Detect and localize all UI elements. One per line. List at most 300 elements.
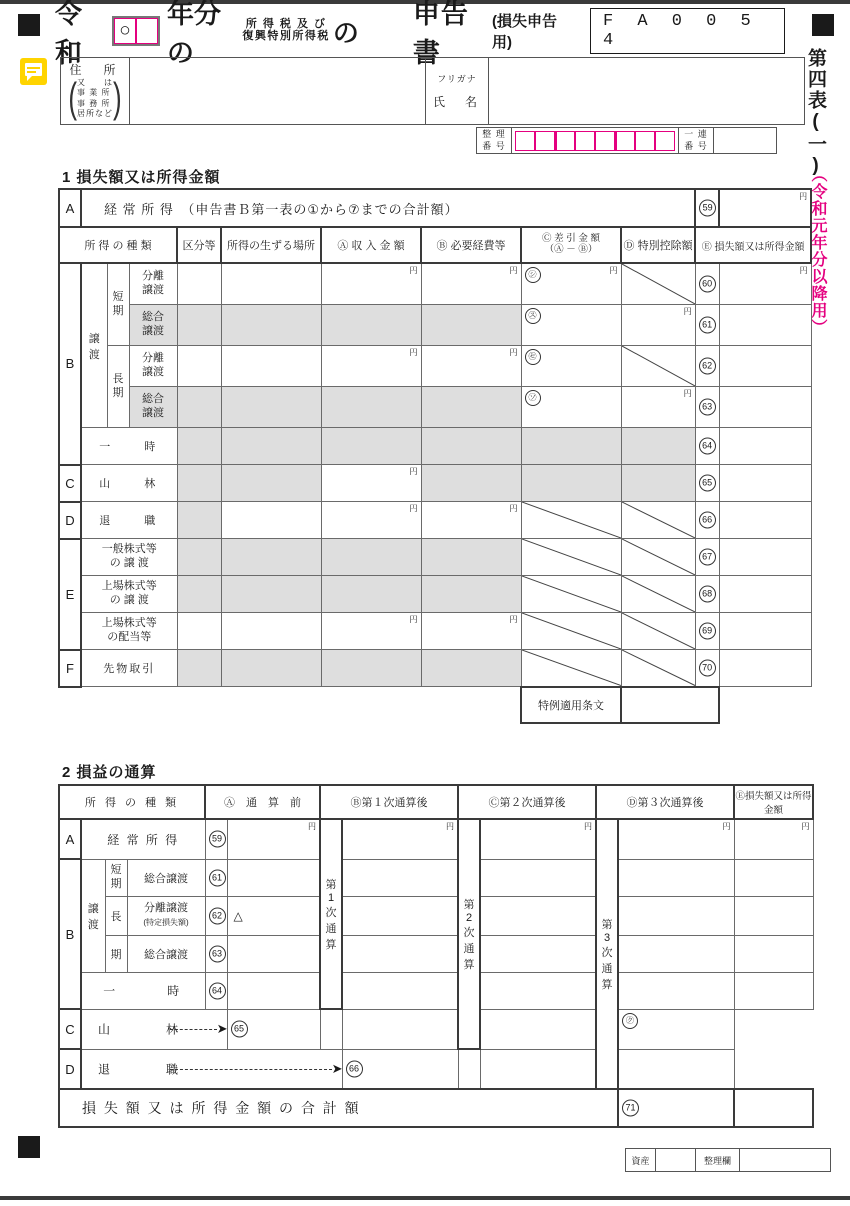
footer-asset-value[interactable] (656, 1149, 696, 1171)
cell-place-3[interactable] (221, 387, 321, 428)
diagonal-strike-6b (622, 502, 695, 538)
cell-kubun-9[interactable] (177, 613, 221, 650)
diagonal-strike-9b (622, 613, 695, 649)
table-row (59, 305, 811, 346)
form-title: 申告書 (412, 0, 469, 68)
cell-place-9[interactable] (221, 613, 321, 650)
diagonal-strike-8b (622, 576, 695, 612)
cell-diff-10 (521, 650, 621, 687)
num-cell-3 (695, 387, 719, 428)
cell-income-9[interactable] (321, 613, 421, 650)
s2-col-hdr-kind: 所 得 の 種 類 (59, 785, 205, 819)
diagonal-strike-7b (622, 539, 695, 575)
cell-deduct-10 (621, 650, 695, 687)
s2-col-hdr-a: Ⓐ 通 算 前 (205, 785, 320, 819)
paren-right: ) (113, 73, 122, 122)
tax-type-line-2: 復興特別所得税 (242, 30, 330, 42)
diagonal-strike-8 (522, 576, 621, 612)
cell-place-1[interactable] (221, 305, 321, 346)
row-a-label: 経 常 所 得 （申告書Ｂ第一表の①から⑦までの合計額） (81, 189, 695, 227)
s2-vlabel-d-1: 3 (603, 932, 611, 944)
cell-expense-7 (421, 539, 521, 576)
table-row (59, 1049, 813, 1089)
s2-chouki: 長 (105, 896, 127, 935)
s2-d-value-4[interactable] (618, 972, 734, 1009)
s2-row-4-label: 一 時 (81, 972, 205, 1009)
form-table-label: 第四表(一) (805, 48, 826, 178)
cell-kubun-8[interactable] (177, 576, 221, 613)
col-hdr-diff (521, 227, 621, 263)
year-digit-2[interactable] (136, 18, 158, 44)
table-row (59, 819, 813, 859)
yen-d-3: 円 (683, 389, 692, 398)
cell-loss-5[interactable] (719, 465, 811, 502)
s2-e-mark-c: ㋗ (622, 1013, 638, 1029)
seiri-label-line-2: 番 号 (482, 140, 506, 151)
num-cell-0 (695, 263, 719, 305)
name-label-text: 氏 名 (432, 94, 481, 109)
note-line-2 (27, 71, 36, 73)
row-num-1: 61 (699, 317, 716, 334)
cell-income-4 (321, 428, 421, 465)
s2-num-6-circle: 66 (346, 1060, 363, 1077)
table-row (59, 650, 811, 687)
s2-d-value-6[interactable] (480, 1049, 596, 1089)
footer-seiri-value[interactable] (740, 1149, 830, 1171)
s2-d-value-5[interactable] (480, 1009, 596, 1049)
address-paren-line-3: 居所など (77, 108, 113, 118)
yen-d-1: 円 (683, 307, 692, 316)
table-row (59, 502, 811, 539)
joto-char-1: 譲 (88, 332, 100, 345)
num-cell-6 (695, 502, 719, 539)
note-line-1 (27, 67, 40, 69)
s2-col-hdr-b: Ⓑ第１次通算後 (320, 785, 458, 819)
cell-diff-7 (521, 539, 621, 576)
joto-char-2: 渡 (88, 348, 100, 361)
register-mark-top-left (18, 14, 40, 36)
col-hdr-diff-line1: Ⓒ 差 引 金 額 (541, 233, 601, 245)
table-row (59, 346, 811, 387)
s2-b-value-0[interactable] (342, 819, 458, 859)
nenbun-label: 年分の (167, 0, 222, 68)
cell-expense-1 (421, 305, 521, 346)
s2-c-value-3[interactable] (480, 935, 596, 972)
row-group-f: F (59, 650, 81, 687)
s2-num-5-circle: 65 (231, 1021, 248, 1038)
num-cell-10 (695, 650, 719, 687)
s2-joto-label (81, 859, 105, 972)
s2-row-5-label-text: 山 林 (98, 1022, 184, 1037)
seiri-cell-6[interactable] (615, 131, 635, 151)
paren-left: ( (68, 73, 77, 122)
s2-total-num-circle: 71 (622, 1100, 639, 1117)
s2-b-value-5[interactable] (320, 1009, 342, 1049)
table-row (59, 576, 811, 613)
yen-a-2: 円 (409, 348, 418, 357)
s2-c-value-2[interactable] (480, 896, 596, 935)
seiri-cell-8[interactable] (655, 131, 675, 151)
cell-expense-8 (421, 576, 521, 613)
year-input-boxes[interactable] (112, 16, 160, 46)
comment-note-icon[interactable] (20, 58, 47, 85)
num-cell-4 (695, 428, 719, 465)
s2-vlabel-c-0: 第 (463, 899, 475, 911)
s2-row-c-code: C (59, 1009, 81, 1049)
s2-vlabel-b-2: 次 (325, 907, 337, 919)
s2-vlabel-b-1: 1 (327, 892, 335, 904)
tokurei-row (59, 687, 811, 723)
s2-total-num (618, 1089, 734, 1127)
s2-vlabel-c-4: 算 (463, 959, 475, 971)
cell-place-0[interactable] (221, 263, 321, 305)
s2-vlabel-d-0: 第 (601, 919, 613, 931)
s2-tanki: 短 期 (105, 859, 127, 896)
s2-joto-char-1: 譲 (87, 902, 99, 915)
s2-dashed-arrow-d (170, 1069, 332, 1070)
yen-c-0: 円 (609, 266, 618, 275)
cell-kubun-3[interactable] (177, 387, 221, 428)
row-chouki: 長 期 (107, 346, 129, 428)
section1-column-headers (59, 227, 811, 263)
s2-d-value-0[interactable] (618, 819, 734, 859)
s2-yen-c-0: 円 (584, 822, 593, 831)
s2-yen-b-0: 円 (446, 822, 455, 831)
s2-arrowhead-d: ➤ (331, 1060, 343, 1076)
yen-b-6: 円 (509, 504, 518, 513)
cell-kubun-2[interactable] (177, 346, 221, 387)
cell-diff-0[interactable] (521, 263, 621, 305)
diagonal-strike-10 (522, 650, 621, 686)
col-hdr-diff-line2: （Ⓐ － Ⓑ） (544, 244, 598, 255)
cell-place-7[interactable] (221, 539, 321, 576)
cell-loss-10[interactable] (719, 650, 811, 687)
cell-diff-9 (521, 613, 621, 650)
table-row (59, 859, 813, 896)
cell-expense-5 (421, 465, 521, 502)
s2-row-1-label: 総合譲渡 (127, 859, 205, 896)
seiri-cell-4[interactable] (575, 131, 595, 151)
row-group-b: B (59, 263, 81, 465)
s2-c-value-0[interactable] (480, 819, 596, 859)
cell-deduct-0 (621, 263, 695, 305)
s2-e-value-0[interactable] (734, 819, 813, 859)
footer-seiri-label: 整理欄 (696, 1149, 740, 1171)
s2-c-value-1[interactable] (480, 859, 596, 896)
s2-e-value-2[interactable] (734, 896, 813, 935)
table-row (59, 263, 811, 305)
cell-place-8[interactable] (221, 576, 321, 613)
cell-kubun-5[interactable] (177, 465, 221, 502)
cell-kubun-7[interactable] (177, 539, 221, 576)
bottom-band (0, 1196, 850, 1200)
footer-boxes (625, 1148, 831, 1172)
cell-loss-0[interactable] (719, 263, 811, 305)
s2-vlabel-b-0: 第 (325, 879, 337, 891)
s2-joto-char-2: 渡 (87, 918, 99, 931)
row-tanki: 短 期 (107, 263, 129, 346)
row-a-value[interactable] (719, 189, 811, 227)
diagonal-strike-10b (622, 650, 695, 686)
s2-num-a (205, 819, 227, 859)
s2-row-6-label-text: 退 職 (98, 1062, 184, 1077)
s2-row-3-label: 総合譲渡 (127, 935, 205, 972)
cell-loss-3[interactable] (719, 387, 811, 428)
yen-b-0: 円 (509, 266, 518, 275)
mark-c-0: ㋛ (525, 267, 541, 283)
row-kind-6: 退 職 (81, 502, 177, 539)
cell-expense-9[interactable] (421, 613, 521, 650)
row-kind-2: 分離 譲渡 (129, 346, 177, 387)
seiri-label-line-1: 整 理 (482, 129, 506, 140)
s2-ki: 期 (105, 935, 127, 972)
row-num-4: 64 (699, 438, 716, 455)
section1-row-a (59, 189, 811, 227)
cell-income-6[interactable] (321, 502, 421, 539)
s2-row-a-code: A (59, 819, 81, 859)
form-code: F A 0 0 5 4 (590, 8, 785, 54)
cell-loss-6[interactable] (719, 502, 811, 539)
s2-row-2-label-main: 分離譲渡 (144, 902, 189, 915)
s2-d-value-3[interactable] (618, 935, 734, 972)
row-group-e: E (59, 539, 81, 650)
num-cell-1 (695, 305, 719, 346)
col-hdr-deduction: Ⓓ 特別控除額 (621, 227, 695, 263)
table-row (59, 972, 813, 1009)
s2-col-hdr-e: Ⓔ損失額又は所得金額 (734, 785, 813, 819)
diagonal-strike-7 (522, 539, 621, 575)
mark-c-3: ㋞ (525, 390, 541, 406)
cell-kubun-10[interactable] (177, 650, 221, 687)
s2-row-group-b: B (59, 859, 81, 1009)
col-hdr-diff-text (542, 234, 600, 256)
era-label: 令和 (55, 0, 83, 68)
s2-yen-a-0: 円 (308, 822, 317, 831)
col-hdr-income: Ⓐ 収 入 金 額 (321, 227, 421, 263)
seiri-cell-5[interactable] (595, 131, 615, 151)
diagonal-strike-6 (522, 502, 621, 538)
cell-income-8 (321, 576, 421, 613)
address-paren-line-2: 事 務 所 (77, 98, 111, 108)
section2-column-headers (59, 785, 813, 819)
cell-deduct-7 (621, 539, 695, 576)
cell-place-2[interactable] (221, 346, 321, 387)
row-kind-4: 一 時 (81, 428, 177, 465)
s2-vlabel-d-3: 通 (601, 963, 613, 975)
s2-vlabel-d-4: 算 (601, 979, 613, 991)
serial-input[interactable] (714, 128, 776, 153)
cell-loss-7[interactable] (719, 539, 811, 576)
cell-income-2[interactable] (321, 346, 421, 387)
form-header (55, 0, 785, 68)
s2-e-value-4[interactable] (734, 972, 813, 1009)
s2-row-d-code: D (59, 1049, 81, 1089)
s2-a-value-2[interactable]: △ (227, 896, 320, 935)
s2-total-value[interactable] (734, 1089, 813, 1127)
s2-num-2 (205, 896, 227, 935)
s2-num-2-circle: 62 (209, 907, 226, 924)
cell-deduct-8 (621, 576, 695, 613)
tokurei-label: 特例適用条文 (521, 687, 621, 723)
cell-diff-4 (521, 428, 621, 465)
s2-e-value-5[interactable] (618, 1009, 734, 1049)
cell-deduct-9 (621, 613, 695, 650)
s2-num-6 (342, 1049, 458, 1089)
cell-place-4[interactable] (221, 428, 321, 465)
row-kind-1: 総合 譲渡 (129, 305, 177, 346)
table-row (59, 539, 811, 576)
row-num-6: 66 (699, 512, 716, 529)
s2-b-value-1[interactable] (342, 859, 458, 896)
cell-expense-0[interactable] (421, 263, 521, 305)
row-num-0: 60 (699, 276, 716, 293)
cell-place-6[interactable] (221, 502, 321, 539)
seiri-cell-1[interactable] (515, 131, 535, 151)
cell-diff-6 (521, 502, 621, 539)
section1-title: 1 損失額又は所得金額 (62, 169, 221, 186)
s2-b-value-3[interactable] (342, 935, 458, 972)
form-era-note: （令和元年分以降用） (809, 166, 826, 336)
cell-place-5[interactable] (221, 465, 321, 502)
register-mark-top-right (812, 14, 834, 36)
row-group-c: C (59, 465, 81, 502)
s2-row-a-label: 経 常 所 得 (81, 819, 205, 859)
cell-deduct-3[interactable] (621, 387, 695, 428)
s2-e-value-6[interactable] (618, 1049, 734, 1089)
diagonal-strike-0 (622, 264, 695, 304)
cell-kubun-0[interactable] (177, 263, 221, 305)
cell-diff-1[interactable] (521, 305, 621, 346)
seiri-bangou-block (476, 127, 777, 154)
row-num-5: 65 (699, 475, 716, 492)
s2-d-value-2[interactable] (618, 896, 734, 935)
row-num-7: 67 (699, 549, 716, 566)
yen-a-0: 円 (409, 266, 418, 275)
serial-label (678, 128, 714, 153)
s2-e-value-1[interactable] (734, 859, 813, 896)
num-cell-2 (695, 346, 719, 387)
cell-kubun-4[interactable] (177, 428, 221, 465)
row-kind-10: 先物取引 (81, 650, 177, 687)
cell-loss-4[interactable] (719, 428, 811, 465)
address-paren-line-0: 又 は (77, 77, 113, 87)
col-hdr-loss: Ⓔ 損失額又は所得金額 (695, 227, 811, 263)
s2-yen-e-0: 円 (801, 822, 810, 831)
cell-expense-2[interactable] (421, 346, 521, 387)
cell-deduct-5 (621, 465, 695, 502)
yen-a-9: 円 (409, 615, 418, 624)
table-row (59, 1009, 813, 1049)
s2-row-5-label (81, 1009, 227, 1049)
s2-vlabel-b (320, 819, 342, 1009)
s2-b-value-4[interactable] (342, 972, 458, 1009)
row-group-joto (81, 263, 107, 428)
cell-loss-9[interactable] (719, 613, 811, 650)
col-hdr-kubun: 区分等 (177, 227, 221, 263)
s2-c-value-6[interactable] (458, 1049, 480, 1089)
cell-expense-6[interactable] (421, 502, 521, 539)
num-cell-7 (695, 539, 719, 576)
form-subtitle: (損失申告用) (491, 13, 557, 51)
s2-row-2-label (127, 896, 205, 935)
name-input[interactable] (489, 58, 804, 124)
cell-loss-8[interactable] (719, 576, 811, 613)
cell-income-5[interactable] (321, 465, 421, 502)
seiri-cell-3[interactable] (555, 131, 575, 151)
s2-a-value-1[interactable] (227, 859, 320, 896)
year-digit-1[interactable]: ○ (114, 18, 136, 44)
mark-c-1: ㋜ (525, 308, 541, 324)
cell-income-10 (321, 650, 421, 687)
tokurei-value[interactable] (621, 687, 719, 723)
table-row (59, 387, 811, 428)
diagonal-strike-2 (622, 346, 695, 386)
cell-diff-2[interactable] (521, 346, 621, 387)
s2-a-value-4[interactable] (227, 972, 320, 1009)
seiri-cell-7[interactable] (635, 131, 655, 151)
s2-c-value-5[interactable] (342, 1009, 458, 1049)
diagonal-strike-9 (522, 613, 621, 649)
cell-loss-2[interactable] (719, 346, 811, 387)
row-num-8: 68 (699, 586, 716, 603)
s2-vlabel-d-2: 次 (601, 947, 613, 959)
cell-diff-5 (521, 465, 621, 502)
cell-kubun-6[interactable] (177, 502, 221, 539)
yen-a-5: 円 (409, 467, 418, 476)
s2-a-value-0[interactable] (227, 819, 320, 859)
cell-loss-1[interactable] (719, 305, 811, 346)
row-kind-8: 上場株式等 の 譲 渡 (81, 576, 177, 613)
register-mark-bottom-left (18, 1136, 40, 1158)
cell-place-10[interactable] (221, 650, 321, 687)
table-row (59, 465, 811, 502)
s2-total-label: 損 失 額 又 は 所 得 金 額 の 合 計 額 (59, 1089, 618, 1127)
cell-income-1 (321, 305, 421, 346)
tax-type-label (242, 19, 330, 42)
cell-diff-3[interactable] (521, 387, 621, 428)
cell-diff-8 (521, 576, 621, 613)
s2-c-value-4[interactable] (480, 972, 596, 1009)
s2-e-value-3[interactable] (734, 935, 813, 972)
s2-row-6-label (81, 1049, 342, 1089)
s2-yen-d-0: 円 (722, 822, 731, 831)
s2-a-value-3[interactable] (227, 935, 320, 972)
s2-vlabel-b-4: 算 (325, 939, 337, 951)
seiri-label (477, 128, 512, 153)
cell-kubun-1[interactable] (177, 305, 221, 346)
tokurei-spacer (59, 687, 521, 723)
cell-income-7 (321, 539, 421, 576)
s2-vlabel-d (596, 819, 618, 1089)
footer-asset-label: 資産 (626, 1149, 656, 1171)
address-input[interactable] (130, 58, 426, 124)
cell-income-0[interactable] (321, 263, 421, 305)
address-label (61, 58, 130, 124)
col-hdr-expense: Ⓑ 必要経費等 (421, 227, 521, 263)
table-row (59, 935, 813, 972)
s2-num-1-circle: 61 (209, 869, 226, 886)
cell-deduct-1[interactable] (621, 305, 695, 346)
s2-num-4-circle: 64 (209, 982, 226, 999)
row-a-num-circle: 59 (699, 200, 716, 217)
s2-num-a-circle: 59 (209, 831, 226, 848)
yen-b-2: 円 (509, 348, 518, 357)
s2-d-value-1[interactable] (618, 859, 734, 896)
s2-num-1 (205, 859, 227, 896)
seiri-cells[interactable] (512, 128, 678, 153)
seiri-cell-2[interactable] (535, 131, 555, 151)
s2-b-value-2[interactable] (342, 896, 458, 935)
